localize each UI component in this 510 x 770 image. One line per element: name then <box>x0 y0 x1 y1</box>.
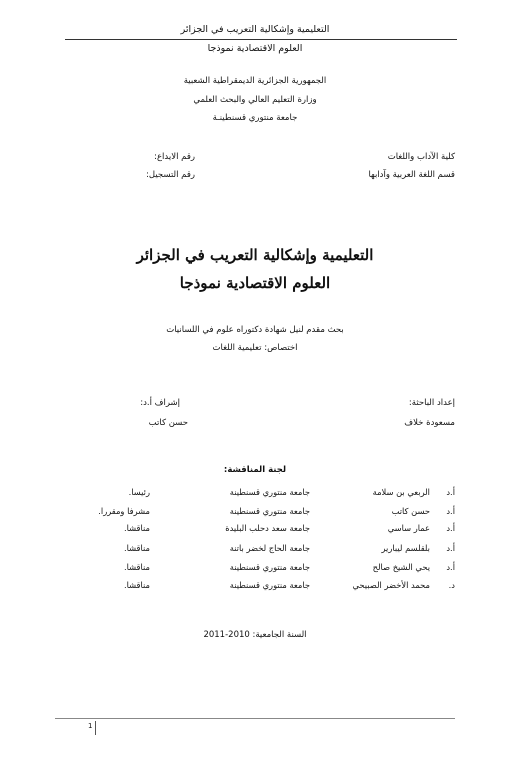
thesis-subtitle: العلوم الاقتصادية نموذجا <box>179 274 331 292</box>
member-title: أ.د <box>446 562 455 572</box>
member-role: مناقشا. <box>123 523 150 533</box>
member-name: عمار ساسي <box>387 523 430 533</box>
member-role: مشرفا ومقررا. <box>98 506 150 516</box>
committee-member-row <box>0 580 510 592</box>
member-title: أ.د <box>446 506 455 516</box>
supervisor-name: حسن كاتب <box>148 418 188 428</box>
member-role: رئيسا. <box>128 487 150 497</box>
registration-number-label: رقم التسجيل: <box>146 170 195 180</box>
member-university: جامعة سعد دحلب البليدة <box>225 523 310 533</box>
committee-member-row <box>0 562 510 574</box>
member-university: جامعة منتوري قسنطينة <box>229 580 310 590</box>
thesis-title: التعليمية وإشكالية التعريب في الجزائر <box>136 246 374 264</box>
member-title: أ.د <box>446 487 455 497</box>
academic-year: السنة الجامعية: 2010-2011 <box>203 630 307 640</box>
committee-member-row <box>0 543 510 555</box>
member-title: د. <box>448 580 455 590</box>
deposit-number-label: رقم الايداع: <box>154 152 195 162</box>
college-name: كلية الآداب واللغات <box>387 152 455 162</box>
member-name: الربعي بن سلامة <box>372 487 430 497</box>
member-name: بلقلسم ليبارير <box>381 543 430 553</box>
republic-name: الجمهورية الجزائرية الديمقراطية الشعبية <box>183 76 327 86</box>
supervisor-label: إشراف أ.د: <box>140 398 180 408</box>
member-role: مناقشا. <box>123 580 150 590</box>
member-name: محمد الأخضر الصبيحي <box>352 580 430 590</box>
committee-member-row <box>0 523 510 535</box>
member-name: يحي الشيخ صالح <box>372 562 430 572</box>
ministry-name: وزارة التعليم العالي والبحث العلمي <box>193 95 317 105</box>
committee-heading: لجنة المناقشة: <box>223 465 287 475</box>
department-name: قسم اللغة العربية وآدابها <box>368 170 455 180</box>
member-role: مناقشا. <box>123 562 150 572</box>
running-header-subtitle: العلوم الاقتصادية نموذجا <box>207 43 303 54</box>
specialty: اختصاص: تعليمية اللغات <box>212 343 298 353</box>
researcher-label: إعداد الباحثة: <box>408 398 455 408</box>
member-role: مناقشا. <box>123 543 150 553</box>
member-university: جامعة الحاج لخضر باتنة <box>229 543 310 553</box>
running-header-title: التعليمية وإشكالية التعريب في الجزائر <box>180 24 330 35</box>
degree-statement: بحث مقدم لنيل شهادة دكتوراه علوم في اللسانيات <box>166 325 344 335</box>
committee-member-row <box>0 506 510 518</box>
member-university: جامعة منتوري قسنطينة <box>229 506 310 516</box>
member-university: جامعة منتوري قسنطينة <box>229 562 310 572</box>
committee-member-row <box>0 487 510 499</box>
footer-rule <box>55 718 455 719</box>
member-title: أ.د <box>446 523 455 533</box>
member-title: أ.د <box>446 543 455 553</box>
researcher-name: مسعودة خلاف <box>404 418 455 428</box>
page-number: 1 <box>88 722 93 730</box>
university-name: جامعة منتوري قسنطينـة <box>212 113 298 123</box>
page-number-marker <box>95 721 96 735</box>
header-rule <box>65 39 457 40</box>
member-university: جامعة منتوري قسنطينة <box>229 487 310 497</box>
member-name: حسن كاتب <box>391 506 430 516</box>
